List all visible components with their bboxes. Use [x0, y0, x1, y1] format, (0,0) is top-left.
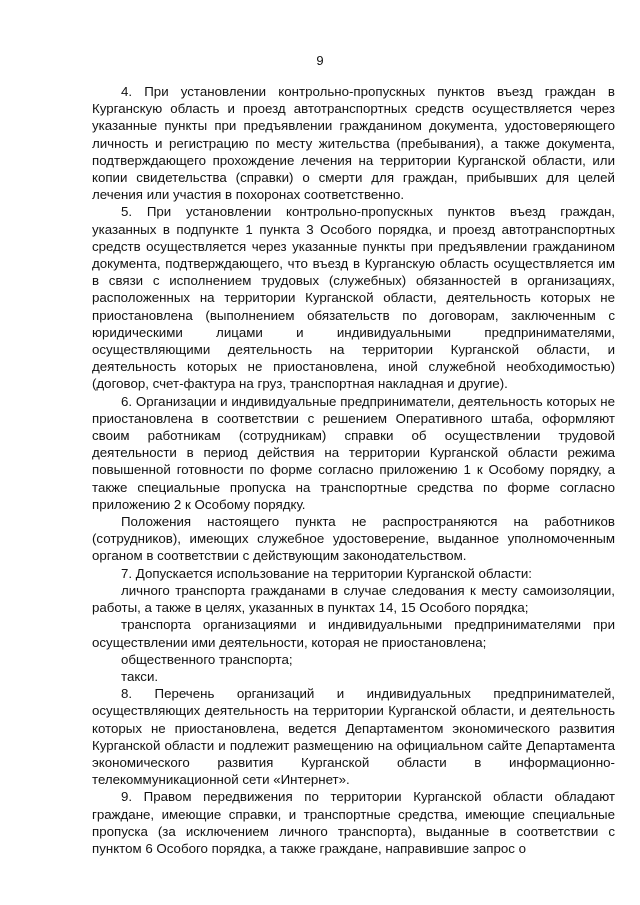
- list-item-personal-transport: личного транспорта гражданами в случае следования к месту самоизоляции, работы, а также в целях, указанных в пунктах 14, 15 Особого порядка;: [92, 582, 615, 616]
- list-item-public-transport: общественного транспорта;: [121, 651, 293, 667]
- paragraph-8: 8. Перечень организаций и индивидуальных предпринимателей, осуществляющих деятельность на территории Курганской области, и деятельность которых не приостановлена, ведется Департаментом экономического развития Курганской области и подлежит размещению на официальном сайте Департамента экономического развития Курганской области в информационно-телекоммуникационной сети «Интернет».: [92, 686, 615, 788]
- paragraph-6: 6. Организации и индивидуальные предприниматели, деятельность которых не приостановлена в соответствии с решением Оперативного штаба, оформляют своим работникам (сотрудникам) справки об осуществлении трудовой деятельности в период действия на территории Курганской области режима повышенной готовности по форме согласно приложению 1 к Особому порядку, а также специальные пропуска на транспортные средства по форме согласно приложению 2 к Особому порядку.: [92, 393, 615, 512]
- paragraph-6-note: Положения настоящего пункта не распространяются на работников (сотрудников), имеющих служебное удостоверение, выданное уполномоченным органом в соответствии с действующим законодательством.: [92, 514, 615, 564]
- paragraph-5: 5. При установлении контрольно-пропускных пунктов въезд граждан, указанных в подпункте 1 пункта 3 Особого порядка, и проезд автотранспортных средств осуществляется через указанные пункты при предъявлении гражданином документа, подтверждающего, что въезд в Курганскую область осуществляется им в связи с исполнением трудовых (служебных) обязанностей в организациях, расположенных на территории Курганской области, деятельность которых не приостановлена (выполнением обязательств по договорам, заключенным с юридическими лицами и индивидуальными предпринимателями, осуществляющими деятельность на территории Курганской области, и деятельность которых не приостановлена, иной служебной необходимостью) (договор, счет-фактура на груз, транспортная накладная и другие).: [92, 204, 615, 392]
- document-body: [92, 83, 615, 857]
- paragraph-7: 7. Допускается использование на территории Курганской области:: [121, 565, 532, 581]
- list-item-organization-transport: транспорта организациями и индивидуальными предпринимателями при осуществлении ими деятельности, которая не приостановлена;: [92, 617, 615, 650]
- paragraph-9: 9. Правом передвижения по территории Курганской области обладают граждане, имеющие справки, и транспортные средства, имеющие специальные пропуска (за исключением личного транспорта), выданные в соответствии с пунктом 6 Особого порядка, а также граждане, направившие запрос о: [92, 789, 615, 856]
- page-number: 9: [316, 53, 324, 68]
- list-item-taxi: такси.: [121, 668, 159, 684]
- paragraph-4: 4. При установлении контрольно-пропускных пунктов въезд граждан в Курганскую область и проезд автотранспортных средств осуществляется через указанные пункты при предъявлении гражданином документа, удостоверяющего личность и регистрацию по месту жительства (пребывания), а также документа, подтверждающего прохождение лечения на территории Курганской области, или копии свидетельства (справки) о смерти для граждан, прибывших для целей лечения или участия в похоронах соответственно.: [92, 84, 615, 203]
